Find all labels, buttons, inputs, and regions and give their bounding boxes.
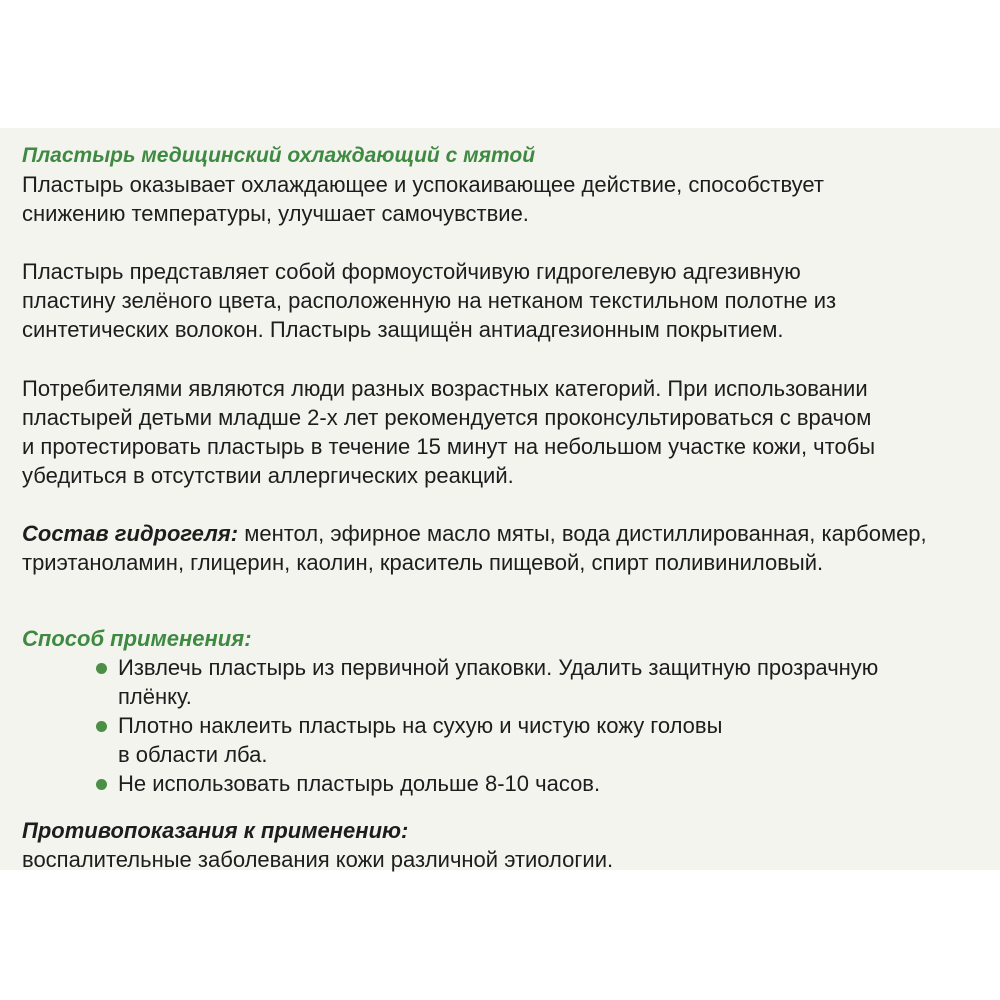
consumers-paragraph	[22, 374, 974, 490]
description-line-1: Пластырь представляет собой формоустойчивую гидрогелевую адгезивную	[22, 259, 801, 284]
composition-line-2: триэтаноламин, глицерин, каолин, краситель пищевой, спирт поливиниловый.	[22, 550, 824, 575]
composition-label: Состав гидрогеля:	[22, 521, 239, 546]
bullet-dot-icon	[96, 779, 107, 790]
intro-line-1: Пластырь оказывает охлаждающее и успокаивающее действие, способствует	[22, 172, 824, 197]
consumers-line-3: и протестировать пластырь в течение 15 минут на небольшом участке кожи, чтобы	[22, 434, 876, 459]
usage-step	[96, 711, 974, 769]
usage-step-3-line-1: Не использовать пластырь дольше 8-10 часов.	[118, 771, 601, 796]
consumers-line-1: Потребителями являются люди разных возрастных категорий. При использовании	[22, 376, 868, 401]
product-title: Пластырь медицинский охлаждающий с мятой	[22, 144, 536, 167]
consumers-line-2: пластырей детьми младше 2-х лет рекомендуется проконсультироваться с врачом	[22, 405, 872, 430]
intro-line-2: снижению температуры, улучшает самочувствие.	[22, 201, 529, 226]
usage-step-2-line-1: Плотно наклеить пластырь на сухую и чистую кожу головы	[118, 713, 723, 738]
intro-paragraph	[22, 170, 974, 228]
bullet-dot-icon	[96, 721, 107, 732]
contraindications-label: Противопоказания к применению:	[22, 818, 409, 843]
usage-step-1-line-2: плёнку.	[118, 684, 192, 709]
description-paragraph	[22, 257, 974, 344]
usage-step-1-line-1: Извлечь пластырь из первичной упаковки. Удалить защитную прозрачную	[118, 655, 879, 680]
instruction-card	[0, 128, 1000, 870]
composition-paragraph	[22, 519, 974, 577]
description-line-2: пластину зелёного цвета, расположенную на нетканом текстильном полотне из	[22, 288, 837, 313]
description-line-3: синтетических волокон. Пластырь защищён антиадгезионным покрытием.	[22, 317, 784, 342]
bullet-dot-icon	[96, 663, 107, 674]
contraindications-text: воспалительные заболевания кожи различной этиологии.	[22, 847, 614, 872]
consumers-line-4: убедиться в отсутствии аллергических реакций.	[22, 463, 514, 488]
usage-step-2-line-2: в области лба.	[118, 742, 268, 767]
usage-step	[96, 653, 974, 711]
usage-steps-list	[22, 653, 974, 798]
composition-line-1: ментол, эфирное масло мяты, вода дистиллированная, карбомер,	[238, 521, 927, 546]
usage-step	[96, 769, 974, 798]
usage-label: Способ применения:	[22, 626, 252, 651]
